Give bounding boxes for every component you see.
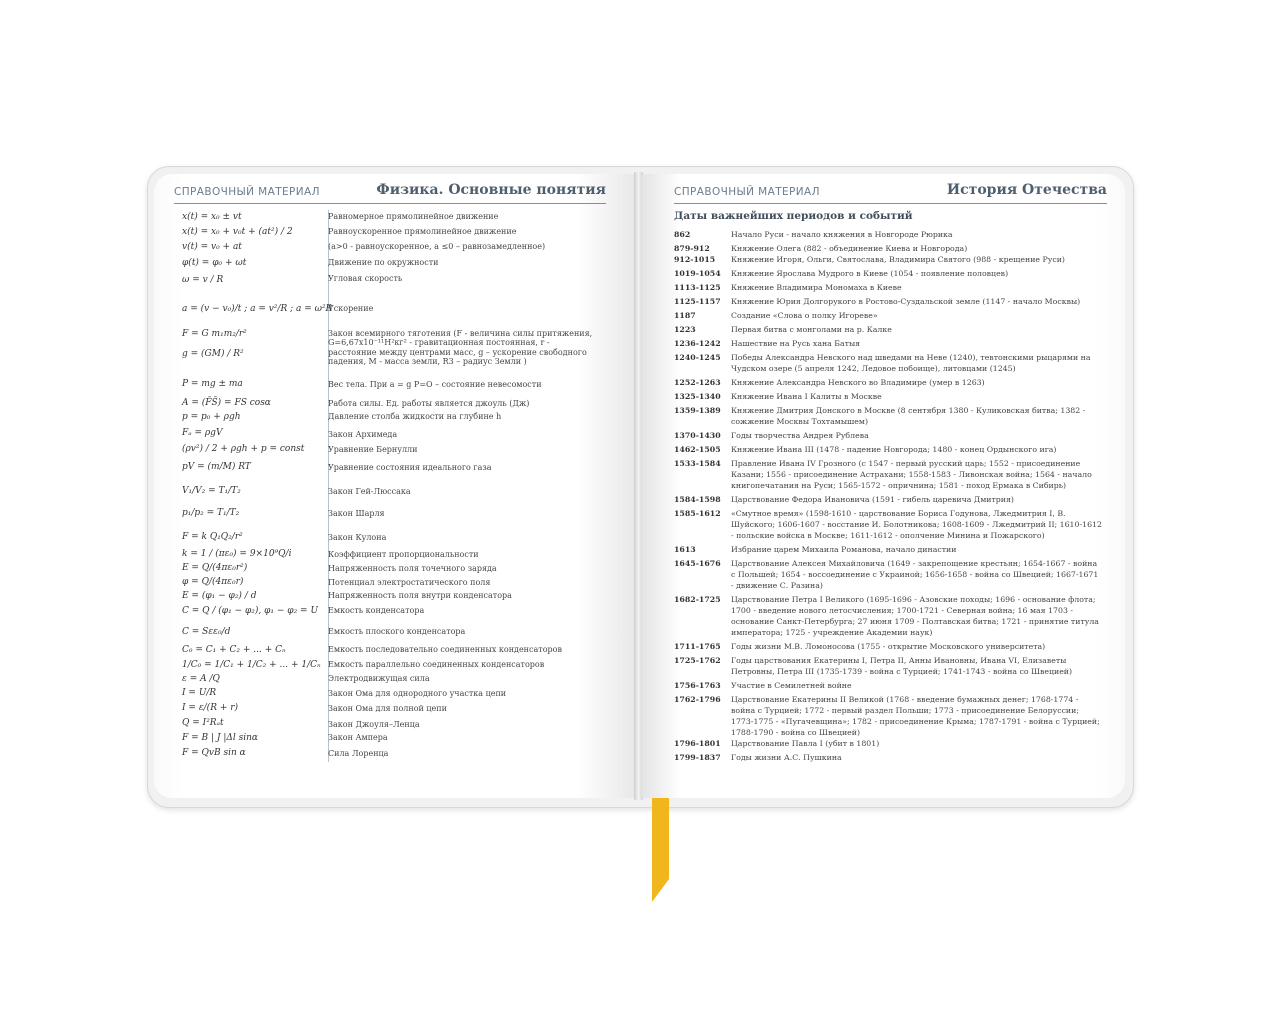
formula-description: Закон Шарля <box>328 509 385 518</box>
formula-description: Закон всемирного тяготения (F - величина силы притяжения, G=6,67x10⁻¹¹Н²кг² - гравитационная постоянная, r - расстояние между центрами масс, g – ускорение свободного падения, M - масса земли, R3 – радиус Земли ) <box>328 329 593 366</box>
formula: v(t) = v₀ + at <box>182 242 242 252</box>
event-year: 1236-1242 <box>674 339 721 348</box>
event-year: 1584-1598 <box>674 495 721 504</box>
formula: k = 1 / (πε₀) = 9×10⁹Q/i <box>182 549 292 559</box>
formula-description: Закон Архимеда <box>328 430 398 439</box>
event-text: Княжение Дмитрия Донского в Москве (8 сентября 1380 - Куликовская битва; 1382 - сожжение Москвы Тохтамышем) <box>731 406 1086 426</box>
event-year: 1796-1801 <box>674 739 721 748</box>
formula: x(t) = x₀ ± vt <box>182 212 242 222</box>
event-year: 1125-1157 <box>674 297 721 306</box>
formula-description: Емкость последовательно соединенных конденсаторов <box>328 645 562 654</box>
event-year: 879-912 <box>674 244 710 253</box>
formula-description: Работа силы. Ед. работы является джоуль (Дж) <box>328 399 530 408</box>
formula: P = mg ± ma <box>182 379 243 389</box>
event-text: Нашествие на Русь хана Батыя <box>731 339 861 348</box>
formula-description: (a>0 - равноускоренное, a ≤0 – равнозамедленное) <box>328 242 546 251</box>
formula-description: Равноускоренное прямолинейное движение <box>328 227 517 236</box>
event-year: 1359-1389 <box>674 406 721 415</box>
formula-description: Движение по окружности <box>328 258 439 267</box>
left-page-title: Физика. Основные понятия <box>376 182 606 198</box>
event-year: 1240-1245 <box>674 353 721 362</box>
event-text: Создание «Слова о полку Игореве» <box>731 311 878 320</box>
formula: F = k Q₁Q₂/r² <box>182 532 243 542</box>
event-year: 1370-1430 <box>674 431 721 440</box>
event-year: 862 <box>674 230 691 239</box>
event-year: 1762-1796 <box>674 695 721 704</box>
formula-description: Давление столба жидкости на глубине h <box>328 412 502 421</box>
section-subtitle: Даты важнейших периодов и событий <box>674 210 913 222</box>
formula: I = ε/(R + r) <box>182 703 239 713</box>
event-text: Участие в Семилетней войне <box>731 681 852 690</box>
formula-description: Емкость конденсатора <box>328 606 425 615</box>
event-year: 1252-1263 <box>674 378 721 387</box>
event-year: 1711-1765 <box>674 642 721 651</box>
event-text: Царствование Федора Ивановича (1591 - гибель царевича Дмитрия) <box>731 495 1014 504</box>
formula-description: Емкость параллельно соединенных конденсаторов <box>328 660 545 669</box>
right-page <box>642 174 1125 798</box>
event-year: 1462-1505 <box>674 445 721 454</box>
formula: pV = (m/M) RT <box>182 462 251 472</box>
formula-description: Равномерное прямолинейное движение <box>328 212 499 221</box>
right-header-label: СПРАВОЧНЫЙ МАТЕРИАЛ <box>674 186 820 198</box>
event-text: Первая битва с монголами на р. Калке <box>731 325 892 334</box>
event-text: Царствование Петра I Великого (1695-1696 - Азовские походы; 1696 - основание флота; 1700 - введение нового летосчисления; 1700-1721 - Северная война; 16 мая 1703 - основание Санкт-Петербурга; 27 июня 1709 - Полтавская битва; 1721 - принятие титула императора; 1725 - учреждение Академии наук) <box>731 595 1099 637</box>
event-text: Княжение Юрия Долгорукого в Ростово-Суздальской земле (1147 - начало Москвы) <box>731 297 1081 306</box>
formula-description: Коэффициент пропорциональности <box>328 550 479 559</box>
event-text: Княжение Ивана I Калиты в Москве <box>731 392 882 401</box>
event-year: 1325-1340 <box>674 392 721 401</box>
formula-description: Емкость плоского конденсатора <box>328 627 466 636</box>
formula-description: Потенциал электростатического поля <box>328 578 491 587</box>
formula-description: Напряженность поля внутри конденсатора <box>328 591 512 600</box>
event-year: 1613 <box>674 545 696 554</box>
event-year: 1223 <box>674 325 696 334</box>
bookmark-ribbon[interactable] <box>652 798 669 902</box>
formula-description: Закон Ома для однородного участка цепи <box>328 689 507 698</box>
formula: F = G m₁m₂/r² <box>182 329 247 339</box>
formula: p = p₀ + ρgh <box>182 412 241 422</box>
formula: E = (φ₁ − φ₂) / d <box>182 591 257 601</box>
formula-description: Закон Джоуля–Ленца <box>328 720 420 729</box>
formula: Fₐ = ρgV <box>182 428 223 438</box>
formula-description: Электродвижущая сила <box>328 674 430 683</box>
formula: ω = v / R <box>182 275 224 285</box>
formula: 1/C₀ = 1/C₁ + 1/C₂ + ... + 1/Cₙ <box>182 660 321 670</box>
formula-description: Угловая скорость <box>328 274 403 283</box>
left-page <box>154 174 635 798</box>
event-text: Правление Ивана IV Грозного (с 1547 - первый русский царь; 1552 - присоединение Казани; 1556 - присоединение Астрахани; 1558-1583 - Ливонская война; 1564 - начало книгопечатания на Руси; 1565-1572 - опричнина; 1581 - поход Ермака в Сибирь) <box>731 459 1092 490</box>
event-text: Годы царствования Екатерины I, Петра II, Анны Ивановны, Ивана VI, Елизаветы Петровны, Петра III (1735-1739 - война с Турцией; 1741-1743 - война со Швецией) <box>731 656 1073 676</box>
formula: F = B | J |Δl sinα <box>182 733 258 743</box>
event-text: Княжение Игоря, Ольги, Святослава, Владимира Святого (988 - крещение Руси) <box>731 255 1065 264</box>
event-text: Годы творчества Андрея Рублева <box>731 431 869 440</box>
formula: φ(t) = φ₀ + ωt <box>182 258 247 268</box>
event-text: Победы Александра Невского над шведами на Неве (1240), тевтонскими рыцарями на Чудском озере (5 апреля 1242, Ледовое побоище), литовцами (1245) <box>731 353 1091 373</box>
formula-description: Закон Гей-Люссака <box>328 487 411 496</box>
formula: g = (GM) / R² <box>182 349 244 359</box>
event-text: Княжение Ярослава Мудрого в Киеве (1054 - появление половцев) <box>731 269 1009 278</box>
event-text: Начало Руси - начало княжения в Новгороде Рюрика <box>731 230 953 239</box>
event-year: 1019-1054 <box>674 269 721 278</box>
event-year: 1756-1763 <box>674 681 721 690</box>
event-text: Годы жизни М.В. Ломоносова (1755 - открытие Московского университета) <box>731 642 1046 651</box>
event-year: 1725-1762 <box>674 656 721 665</box>
formula-description: Уравнение Бернулли <box>328 445 418 454</box>
event-text: Царствование Екатерины II Великой (1768 - введение бумажных денег; 1768-1774 - война с Турцией; 1772 - первый раздел Польши; 1773 - присоединение Белоруссии; 1773-1775 - «Пугачевщина»; 1782 - присоединение Крыма; 1787-1791 - война с Турцией; 1788-1790 - война со Швецией) <box>731 695 1100 737</box>
formula: C = Q / (φ₁ − φ₂), φ₁ − φ₂ = U <box>182 606 319 616</box>
formula: a = (v − v₀)/t ; a = v²/R ; a = ω²R <box>182 304 333 314</box>
formula: E = Q/(4πε₀r²) <box>182 563 248 573</box>
formula-description: Уравнение состояния идеального газа <box>328 463 492 472</box>
event-text: Княжение Владимира Мономаха в Киеве <box>731 283 902 292</box>
formula: Q = I²Rₐt <box>182 718 224 728</box>
event-year: 1682-1725 <box>674 595 721 604</box>
event-year: 1113-1125 <box>674 283 721 292</box>
event-year: 912-1015 <box>674 255 716 264</box>
right-page-title: История Отечества <box>946 182 1107 198</box>
formula-description: Вес тела. При a = g P=O – состояние невесомости <box>328 380 542 389</box>
formula: F = QvB sin α <box>182 748 246 758</box>
formula: φ = Q/(4πε₀r) <box>182 577 244 587</box>
formula-description: Напряженность поля точечного заряда <box>328 564 497 573</box>
formula: V₁/V₂ = T₁/T₂ <box>182 486 241 496</box>
event-text: Княжение Александра Невского во Владимире (умер в 1263) <box>731 378 985 387</box>
event-year: 1799-1837 <box>674 753 721 762</box>
event-text: Княжение Олега (882 - объединение Киева и Новгорода) <box>731 244 968 253</box>
event-year: 1585-1612 <box>674 509 721 518</box>
formula: A = (F̄S̄) = FS cosα <box>182 398 271 408</box>
formula-description: Закон Ома для полной цепи <box>328 704 447 713</box>
event-year: 1645-1676 <box>674 559 721 568</box>
formula: x(t) = x₀ + v₀t + (at²) / 2 <box>182 227 293 237</box>
left-header-rule <box>174 203 606 204</box>
formula: C = Sεε₀/d <box>182 627 231 637</box>
event-text: Княжение Ивана III (1478 - падение Новгорода; 1480 - конец Ордынского ига) <box>731 445 1057 454</box>
event-text: Царствование Павла I (убит в 1801) <box>731 739 880 748</box>
event-year: 1187 <box>674 311 696 320</box>
formula-description: Закон Кулона <box>328 533 387 542</box>
formula: (ρv²) / 2 + ρgh + p = const <box>182 444 305 454</box>
event-year: 1533-1584 <box>674 459 721 468</box>
event-text: Годы жизни А.С. Пушкина <box>731 753 842 762</box>
formula: p₁/p₂ = T₁/T₂ <box>182 508 240 518</box>
formula: I = U/R <box>182 688 217 698</box>
formula: ε = A /Q <box>182 674 220 684</box>
right-header-rule <box>674 203 1107 204</box>
formula-description: Сила Лоренца <box>328 749 389 758</box>
event-text: Царствование Алексея Михайловича (1649 - закрепощение крестьян; 1654-1667 - война с Польшей; 1654 - воссоединение с Украиной; 1656-1658 - война со Швецией; 1667-1671 - движение С. Разина) <box>731 559 1099 590</box>
event-text: Избрание царем Михаила Романова, начало династии <box>731 545 957 554</box>
formula-description: Ускорение <box>328 304 374 313</box>
event-text: «Смутное время» (1598-1610 - царствование Бориса Годунова, Лжедмитрия I, В. Шуйского; 1606-1607 - восстание И. Болотникова; 1608-1609 - Лжедмитрий II; 1610-1612 - польские войска в Москве; 1611-1612 - ополчение Минина и Пожарского) <box>731 509 1102 540</box>
formula-description: Закон Ампера <box>328 733 388 742</box>
formula: C₀ = C₁ + C₂ + ... + Cₙ <box>182 645 286 655</box>
left-header-label: СПРАВОЧНЫЙ МАТЕРИАЛ <box>174 186 320 198</box>
